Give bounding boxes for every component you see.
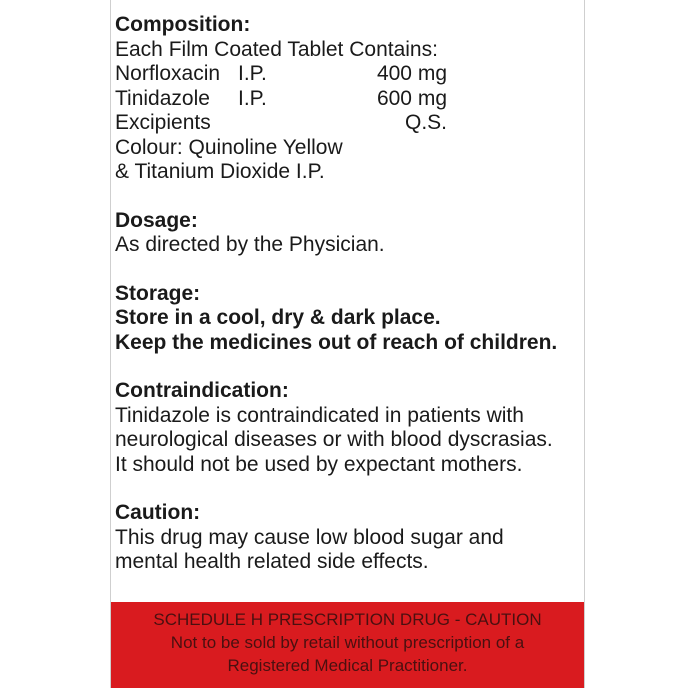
colour-line-1: Colour: Quinoline Yellow bbox=[115, 135, 343, 159]
ingredient-quantity: 600 mg bbox=[376, 86, 447, 110]
ingredient-standard: I.P. bbox=[238, 86, 267, 110]
label-sheet bbox=[110, 0, 585, 688]
ingredient-standard: I.P. bbox=[238, 62, 267, 85]
schedule-h-warning-box bbox=[111, 602, 584, 688]
contraindication-line-1: Tinidazole is contraindicated in patients with bbox=[115, 403, 524, 427]
contraindication-line-2: neurological diseases or with blood dyscrasias. bbox=[115, 428, 553, 451]
composition-intro: Each Film Coated Tablet Contains: bbox=[115, 37, 438, 61]
section-spacer bbox=[115, 258, 580, 282]
storage-line-1: Store in a cool, dry & dark place. bbox=[115, 306, 441, 329]
section-spacer bbox=[115, 355, 580, 379]
composition-heading: Composition: bbox=[115, 13, 251, 36]
ingredient-name: Excipients bbox=[115, 111, 211, 134]
caution-line-1: This drug may cause low blood sugar and bbox=[115, 525, 504, 549]
label-content bbox=[115, 13, 580, 575]
schedule-h-line-2: Registered Medical Practitioner. bbox=[227, 656, 468, 675]
section-spacer bbox=[115, 185, 580, 209]
caution-line-2: mental health related side effects. bbox=[115, 550, 429, 573]
contraindication-line-3: It should not be used by expectant mothers. bbox=[115, 452, 523, 476]
ingredient-quantity: Q.S. bbox=[404, 111, 447, 134]
ingredient-row bbox=[115, 62, 580, 87]
ingredient-row bbox=[115, 111, 580, 136]
storage-line-2: Keep the medicines out of reach of children. bbox=[115, 330, 558, 354]
colour-line-2: & Titanium Dioxide I.P. bbox=[115, 160, 325, 183]
ingredient-name: Tinidazole bbox=[115, 86, 210, 110]
schedule-h-title: SCHEDULE H PRESCRIPTION DRUG - CAUTION bbox=[153, 610, 542, 629]
schedule-h-line-1: Not to be sold by retail without prescription of a bbox=[170, 633, 525, 652]
ingredient-row bbox=[115, 87, 580, 112]
storage-heading: Storage: bbox=[115, 281, 201, 305]
dosage-text: As directed by the Physician. bbox=[115, 233, 385, 256]
section-spacer bbox=[115, 477, 580, 501]
caution-heading: Caution: bbox=[115, 501, 201, 524]
contraindication-heading: Contraindication: bbox=[115, 379, 289, 402]
ingredient-quantity: 400 mg bbox=[376, 62, 447, 85]
dosage-heading: Dosage: bbox=[115, 208, 198, 232]
ingredient-name: Norfloxacin bbox=[115, 62, 221, 85]
